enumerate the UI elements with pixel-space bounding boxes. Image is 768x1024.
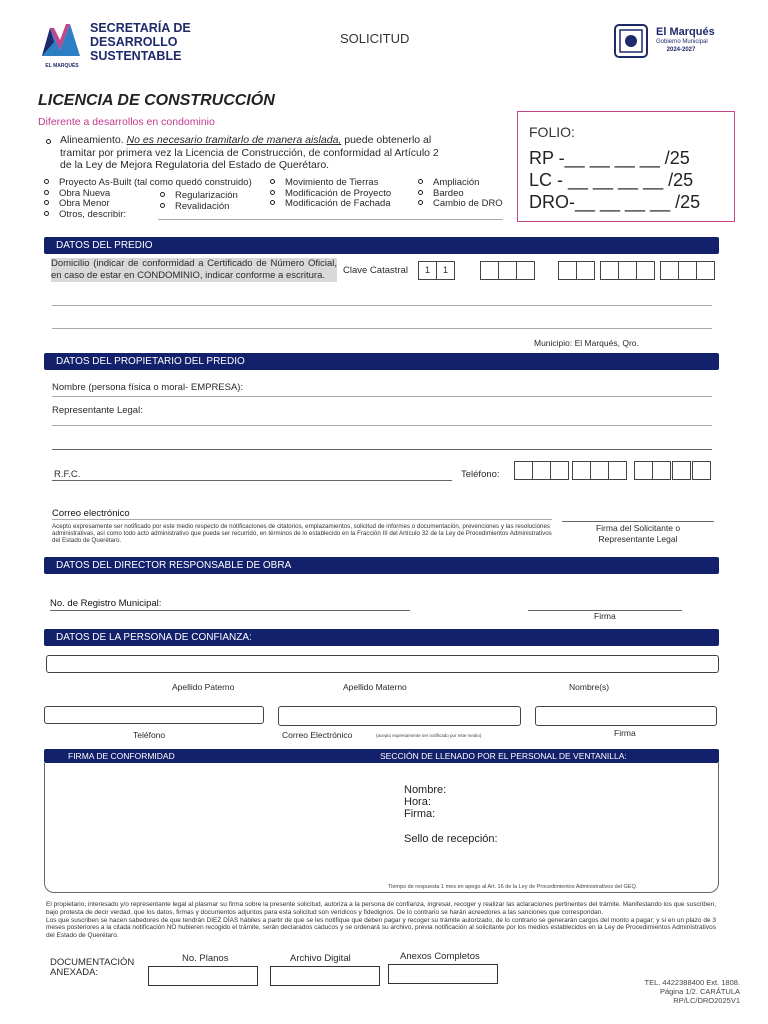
option-bardeo[interactable]: Bardeo: [418, 189, 503, 200]
footer-pagina: Página 1/2. CARÁTULA: [659, 987, 740, 996]
legal-text: [46, 901, 716, 940]
nombre-line[interactable]: [52, 396, 712, 397]
folio-label: FOLIO:: [529, 124, 575, 140]
option-movimiento-tierras[interactable]: Movimiento de Tierras: [270, 178, 391, 189]
folio-rp[interactable]: RP -__ __ __ __ /25: [529, 148, 690, 168]
left-logo: [40, 20, 84, 69]
conformidad-box[interactable]: [44, 763, 719, 893]
clave-cell-6[interactable]: [558, 261, 577, 280]
planos-label: No. Planos: [182, 953, 229, 964]
confianza-correo-note: (acepto expresamente ser notificado por este medio): [376, 733, 482, 738]
sello-recepcion: Sello de recepción:: [404, 833, 498, 845]
alineamiento-label: Alineamiento.: [60, 134, 124, 146]
clave-cell-11[interactable]: [660, 261, 679, 280]
firma-solicitante-line[interactable]: [562, 521, 714, 522]
confianza-firma-label: Firma: [614, 728, 636, 738]
clave-cell-5[interactable]: [516, 261, 535, 280]
tel-cell-1[interactable]: [514, 461, 533, 480]
confianza-firma-box[interactable]: [535, 706, 717, 726]
department-name: [90, 21, 191, 63]
domicilio-line-1[interactable]: [52, 305, 712, 306]
folio-dro[interactable]: DRO-__ __ __ __ /25: [529, 192, 701, 212]
registro-label: No. de Registro Municipal:: [50, 598, 162, 609]
dept-line-1: SECRETARÍA DE: [90, 21, 191, 35]
nombres-label: Nombre(s): [569, 682, 610, 692]
legal-p1: El propietario, interesado y/o representante legal al plasmar su firma sobre la presente solicitud, autoriza a la persona de confianza, ingresar, recoger y realizar las aclaraciones pertinentes del trámite. Manifestando los que suscriben, bajo protesta de decir verdad, que los datos, firmas y documentos adjuntos para esta solicitud son verídicos y fidedignos. De lo contrario se harán acreedores a las sanciones que correspondan.: [46, 901, 716, 916]
documentacion-1: DOCUMENTACIÓN: [50, 957, 135, 968]
dept-line-2: DESARROLLO: [90, 35, 178, 49]
planos-box[interactable]: [148, 966, 258, 986]
confianza-correo-label: Correo Electrónico: [282, 730, 353, 740]
left-logo-caption: EL MARQUÉS: [45, 63, 79, 69]
header-solicitud: SOLICITUD: [340, 31, 410, 46]
page-title: LICENCIA DE CONSTRUCCIÓN: [38, 92, 275, 109]
brand-name: El Marqués: [656, 26, 715, 38]
dept-line-3: SUSTENTABLE: [90, 49, 182, 63]
confianza-correo-box[interactable]: [278, 706, 521, 726]
clave-cell-1[interactable]: 1: [418, 261, 437, 280]
tel-cell-5[interactable]: [590, 461, 609, 480]
option-cambio-dro[interactable]: Cambio de DRO: [418, 199, 503, 210]
section-bar-director: DATOS DEL DIRECTOR RESPONSABLE DE OBRA: [44, 557, 719, 574]
option-as-built[interactable]: Proyecto As-Built (tal como quedó construido): [44, 178, 252, 189]
correo-line[interactable]: [52, 519, 552, 520]
apellido-paterno-label: Apellido Paterno: [172, 682, 235, 692]
nombre-label: Nombre (persona física o moral- EMPRESA):: [52, 382, 244, 393]
representante-line-1[interactable]: [52, 425, 712, 426]
alineamiento-emph: No es necesario tramitarlo de manera aislada,: [126, 134, 342, 146]
tiempo-respuesta: Tiempo de respuesta 1 mes en apego al Art. 16 de la Ley de Procedimientos Administrativos del GEQ.: [388, 884, 638, 890]
municipal-crest-icon: [612, 22, 650, 60]
option-regularizacion[interactable]: Regularización: [160, 191, 238, 202]
footer-codigo: RP/LC/DRO2025V1: [673, 996, 740, 1005]
option-modificacion-fachada[interactable]: Modificación de Fachada: [270, 199, 391, 210]
brand-years: 2024-2027: [666, 47, 696, 53]
correo-label: Correo electrónico: [52, 508, 130, 519]
option-obra-menor[interactable]: Obra Menor: [44, 199, 252, 210]
firma-dro-label: Firma: [594, 611, 616, 621]
clave-cell-7[interactable]: [576, 261, 595, 280]
tel-cell-2[interactable]: [532, 461, 551, 480]
section-bar-propietario: DATOS DEL PROPIETARIO DEL PREDIO: [44, 353, 719, 370]
section-bar-conformidad: [44, 749, 719, 763]
alineamiento-rest2: tramitar por primera vez la Licencia de Construcción, de conformidad al Artículo 2: [60, 146, 439, 159]
anexos-box[interactable]: [388, 964, 498, 984]
option-obra-nueva[interactable]: Obra Nueva: [44, 189, 252, 200]
clave-catastral-cells[interactable]: [418, 261, 718, 281]
option-modificacion-proyecto[interactable]: Modificación de Proyecto: [270, 189, 391, 200]
confianza-telefono-label: Teléfono: [133, 730, 166, 740]
option-ampliacion[interactable]: Ampliación: [418, 178, 503, 189]
firma-solicitante-label: [562, 523, 714, 545]
tel-cell-3[interactable]: [550, 461, 569, 480]
tel-cell-8[interactable]: [652, 461, 671, 480]
confianza-telefono-box[interactable]: [44, 706, 264, 724]
confianza-nombre-box[interactable]: [46, 655, 719, 673]
rfc-line[interactable]: [52, 480, 452, 481]
tel-cell-6[interactable]: [608, 461, 627, 480]
documentacion-2: ANEXADA:: [50, 967, 99, 978]
alineamiento-rest3: de la Ley de Mejora Regulatoria del Estado de Querétaro.: [60, 159, 330, 171]
clave-cell-12[interactable]: [678, 261, 697, 280]
option-list-col2: [160, 191, 238, 212]
municipio-text: Municipio: El Marqués, Qro.: [534, 338, 639, 348]
tel-cell-7[interactable]: [634, 461, 653, 480]
otros-line[interactable]: [158, 219, 503, 220]
footer-tel: TEL. 4422388400 Ext. 1808.: [644, 978, 740, 987]
brand-sub: Gobierno Municipal: [656, 39, 708, 45]
option-otros[interactable]: Otros, describir:: [44, 210, 252, 221]
telefono-label: Teléfono:: [461, 469, 500, 480]
ventanilla-hora: Hora:: [404, 796, 431, 808]
representante-label: Representante Legal:: [52, 405, 143, 416]
option-list-col4: [418, 178, 503, 210]
clave-cell-13[interactable]: [696, 261, 715, 280]
ventanilla-fields: [404, 784, 446, 820]
representante-line-2[interactable]: [52, 449, 712, 450]
documentacion-label: [50, 958, 134, 978]
rfc-label: R.F.C.: [54, 469, 81, 480]
alineamiento-text: [60, 134, 510, 172]
page-subtitle: Diferente a desarrollos en condominio: [38, 116, 215, 128]
footer-info: [560, 978, 740, 1005]
firma-solicitante-1: Firma del Solicitante o: [595, 523, 681, 533]
clave-cell-8[interactable]: [600, 261, 619, 280]
apellido-materno-label: Apellido Materno: [343, 682, 407, 692]
conformidad-bar-left: FIRMA DE CONFORMIDAD: [68, 751, 175, 761]
section-bar-predio: DATOS DEL PREDIO: [44, 237, 719, 254]
option-revalidacion[interactable]: Revalidación: [160, 202, 238, 213]
telefono-cells[interactable]: [514, 461, 714, 481]
domicilio-line-2[interactable]: [52, 328, 712, 329]
domicilio-label: Domicilio (indicar de conformidad a Certificado de Número Oficial, en caso de estar en CONDOMINIO, indicar conforme a escritura.: [51, 258, 337, 281]
clave-cell-10[interactable]: [636, 261, 655, 280]
clave-catastral-label: Clave Catastral: [343, 265, 408, 276]
clave-cell-3[interactable]: [480, 261, 499, 280]
bullet-alineamiento: [46, 139, 51, 144]
section-bar-confianza: DATOS DE LA PERSONA DE CONFIANZA:: [44, 629, 719, 646]
ventanilla-nombre: Nombre:: [404, 784, 447, 796]
clave-cell-9[interactable]: [618, 261, 637, 280]
anexos-label: Anexos Completos: [400, 951, 480, 962]
tel-cell-9[interactable]: [672, 461, 691, 480]
municipality-brand: [656, 26, 715, 53]
tel-cell-4[interactable]: [572, 461, 591, 480]
folio-lc[interactable]: LC - __ __ __ __ /25: [529, 170, 694, 190]
conformidad-bar-right: SECCIÓN DE LLENADO POR EL PERSONAL DE VENTANILLA:: [380, 751, 627, 761]
registro-line[interactable]: [50, 610, 410, 611]
aviso-notificacion: Acepto expresamente ser notificado por este medio respecto de notificaciones de citatorios, emplazamientos, solicitud de informes o documentación, prevenciones y las resoluciones administrativas, así como todo acto administrativo que pueda ser recurrido, en términos de lo establecido en la Fracción III del Artículo 32 de la Ley de Procedimientos Administrativos del Estado de Querétaro.: [52, 523, 552, 544]
clave-cell-2[interactable]: 1: [436, 261, 455, 280]
firma-solicitante-2: Representante Legal: [598, 534, 678, 544]
tel-cell-10[interactable]: [692, 461, 711, 480]
clave-cell-4[interactable]: [498, 261, 517, 280]
ventanilla-firma: Firma:: [404, 808, 436, 820]
alineamiento-rest1: puede obtenerlo al: [341, 134, 432, 146]
legal-p2: Los que suscriben se hacen sabedores de que tendrán DIEZ DÍAS hábiles a partir de que se les notifique que deben pagar y recoger su trámite autorizado, de lo contrario se generarán cargos del monto a pagar; y si en un plazo de 3 meses posteriores a la citada notificación NO hubieren recogido el trámite, serán declarados caducos y se ordenará su archivo, previa notificación al solicitante por los medios establecidos en la Ley de Procedimientos Administrativos del Estado de Querétaro.: [46, 916, 716, 940]
archivo-box[interactable]: [270, 966, 380, 986]
archivo-label: Archivo Digital: [290, 953, 351, 964]
option-list-col3: [270, 178, 391, 210]
